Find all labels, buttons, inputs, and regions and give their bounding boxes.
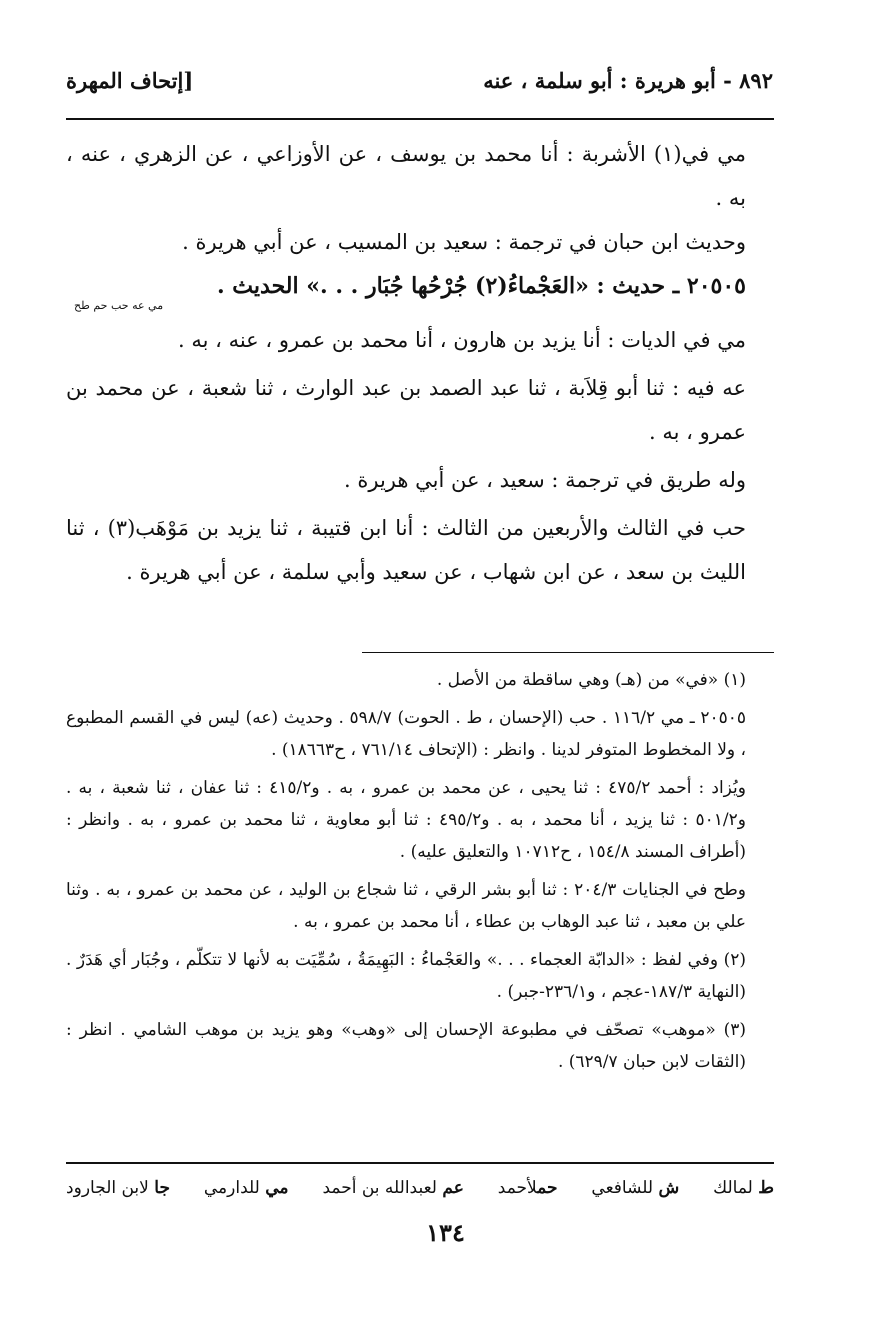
footnote: ٢٠٥٠٥ ـ مي ١١٦/٢ . حب (الإحسان ، ط . الحوت) ٥٩٨/٧ . وحديث (عه) ليس في القسم المطبوع ، ولا المخطوط المتوفر لدينا . وانظر : (الإتحاف ٧٦١/١٤ ، ح١٨٦٦٣) . <box>66 708 747 760</box>
footnote: (٢) وفي لفظ : «الدابّة العجماء . . .» والعَجْماءُ : البَهِيمَةُ ، سُمِّيَت به لأنها لا تتكلّم ، وجُبَار أي هَدَرٌ . (النهاية ١٨٧/٣-عجم ، و٢٣٦/١-جبر) . <box>66 950 746 1002</box>
running-header <box>66 62 773 98</box>
text-line: وحديث ابن حبان في ترجمة : سعيد بن المسيب ، عن أبي هريرة . <box>182 230 746 254</box>
text-line: وله طريق في ترجمة : سعيد ، عن أبي هريرة . <box>344 468 746 492</box>
text-line: مي في(١) الأشربة : أنا محمد بن يوسف ، عن الأوزاعي ، عن الزهري ، عنه ، به . <box>66 142 746 210</box>
header-book-title: [إتحاف المهرة <box>66 67 194 93</box>
abbr-item: ش للشافعي <box>591 1178 680 1198</box>
hadith-sigla: مي عه حب حم طح <box>74 299 164 312</box>
header-chapter: ٨٩٢ - أبو هريرة : أبو سلمة ، عنه <box>483 67 773 93</box>
abbr-item: مي للدارمي <box>203 1178 289 1198</box>
abbr-item: جا لابن الجارود <box>66 1178 170 1198</box>
footnote-rule <box>362 652 774 653</box>
footnote: (٣) «موهب» تصحّف في مطبوعة الإحسان إلى «وهب» وهو يزيد بن موهب الشامي . انظر : (الثقات لابن حبان ٦٢٩/٧) . <box>66 1020 746 1072</box>
abbreviations-rule <box>66 1162 774 1164</box>
text-line: عه فيه : ثنا أبو قِلاَبة ، ثنا عبد الصمد بن عبد الوارث ، ثنا شعبة ، عن محمد بن عمرو ، به . <box>66 376 746 444</box>
abbr-item: حملأحمد <box>497 1178 558 1198</box>
text-line: حب في الثالث والأربعين من الثالث : أنا ابن قتيبة ، ثنا يزيد بن مَوْهَب(٣) ، ثنا الليث بن سعد ، عن ابن شهاب ، عن سعيد وأبي سلمة ، عن أبي هريرة . <box>66 516 746 584</box>
main-text <box>66 132 774 594</box>
footnote: ويُزاد : أحمد ٤٧٥/٢ : ثنا يحيى ، عن محمد بن عمرو ، به . و٤١٥/٢ : ثنا عفان ، ثنا شعبة ، به . و٥٠١/٢ : ثنا يزيد ، أنا محمد ، به . و٤٩٥/٢ : ثنا أبو معاوية ، ثنا محمد بن عمرو ، به . وانظر : (أطراف المسند ١٥٤/٨ ، ح١٠٧١٢ والتعليق عليه) . <box>66 778 746 862</box>
footnotes <box>66 664 774 1084</box>
hadith-heading: ٢٠٥٠٥ ـ حديث : «العَجْماءُ(٢) جُرْحُها جُبَار . . .» الحديث . <box>216 273 746 299</box>
abbreviations-key <box>66 1170 774 1206</box>
abbr-item: عم لعبدالله بن أحمد <box>322 1178 464 1198</box>
footnote: وطح في الجنايات ٢٠٤/٣ : ثنا أبو بشر الرقي ، ثنا شجاع بن الوليد ، عن محمد بن عمرو ، به . وثنا علي بن معبد ، ثنا عبد الوهاب بن عطاء ، أنا محمد بن عمرو ، به . <box>66 880 746 932</box>
header-rule <box>66 118 774 120</box>
abbr-item: ط لمالك <box>713 1178 774 1198</box>
footnote: (١) «في» من (هـ) وهي ساقطة من الأصل . <box>436 670 746 690</box>
page-number: ١٣٤ <box>426 1218 465 1247</box>
text-line: مي في الديات : أنا يزيد بن هارون ، أنا محمد بن عمرو ، عنه ، به . <box>177 328 746 352</box>
